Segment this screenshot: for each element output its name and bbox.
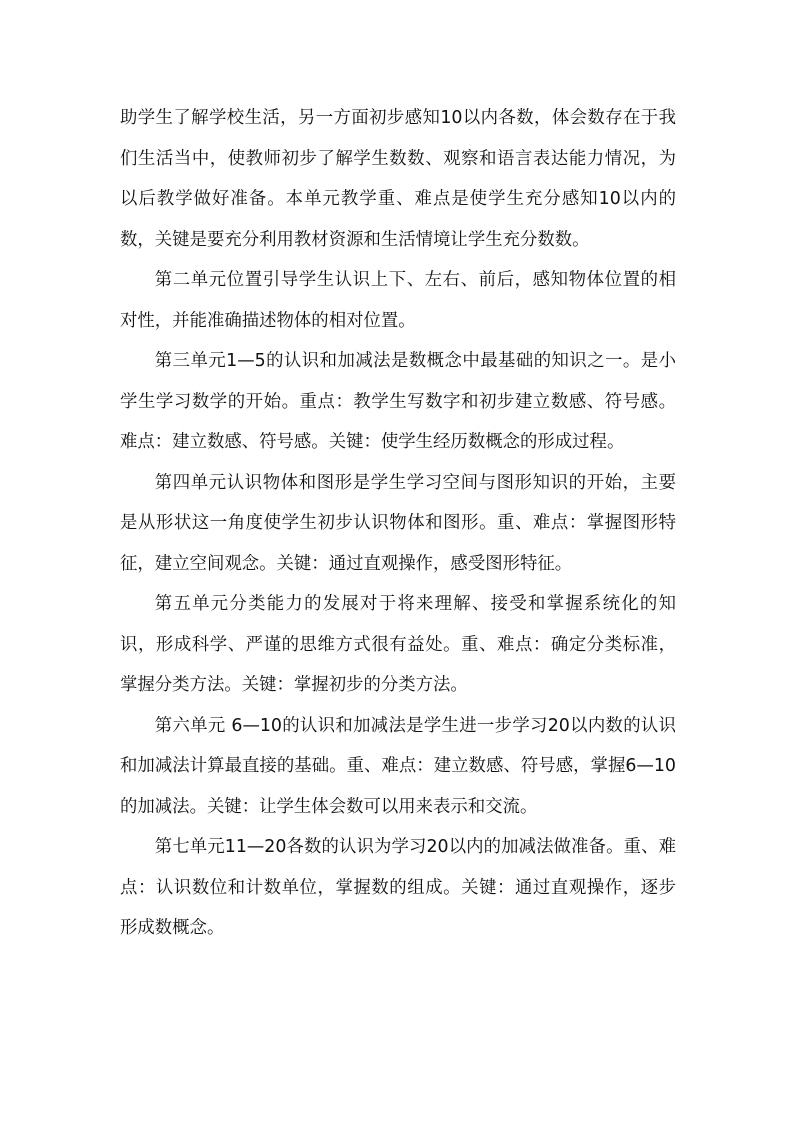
paragraph-5: 第五单元分类能力的发展对于将来理解、接受和掌握系统化的知识，形成科学、严谨的思维方式很有益处。重、难点：确定分类标准，掌握分类方法。关键：掌握初步的分类方法。 [120,594,676,695]
paragraph-1: 助学生了解学校生活，另一方面初步感知10以内各数，体会数存在于我们生活当中，使教师初步了解学生数数、观察和语言表达能力情况，为以后教学做好准备。本单元教学重、难点是使学生充分感知10以内的数，关键是要充分利用教材资源和生活情境让学生充分数数。 [120,108,676,250]
document-body [120,98,676,949]
paragraph-6: 第六单元 6—10的认识和加减法是学生进一步学习20以内数的认识和加减法计算最直接的基础。重、难点：建立数感、符号感，掌握6—10的加减法。关键：让学生体会数可以用来表示和交流。 [120,715,676,817]
paragraph-7: 第七单元11—20各数的认识为学习20以内的加减法做准备。重、难点：认识数位和计数单位，掌握数的组成。关键：通过直观操作，逐步形成数概念。 [120,837,676,938]
paragraph-2: 第二单元位置引导学生认识上下、左右、前后，感知物体位置的相对性，并能准确描述物体的相对位置。 [120,270,676,331]
paragraph-4: 第四单元认识物体和图形是学生学习空间与图形知识的开始，主要是从形状这一角度使学生初步认识物体和图形。重、难点：掌握图形特征，建立空间观念。关键：通过直观操作，感受图形特征。 [120,472,676,574]
paragraph-3: 第三单元1—5的认识和加减法是数概念中最基础的知识之一。是小学生学习数学的开始。重点：教学生写数字和初步建立数感、符号感。难点：建立数感、符号感。关键：使学生经历数概念的形成过程。 [120,351,676,452]
